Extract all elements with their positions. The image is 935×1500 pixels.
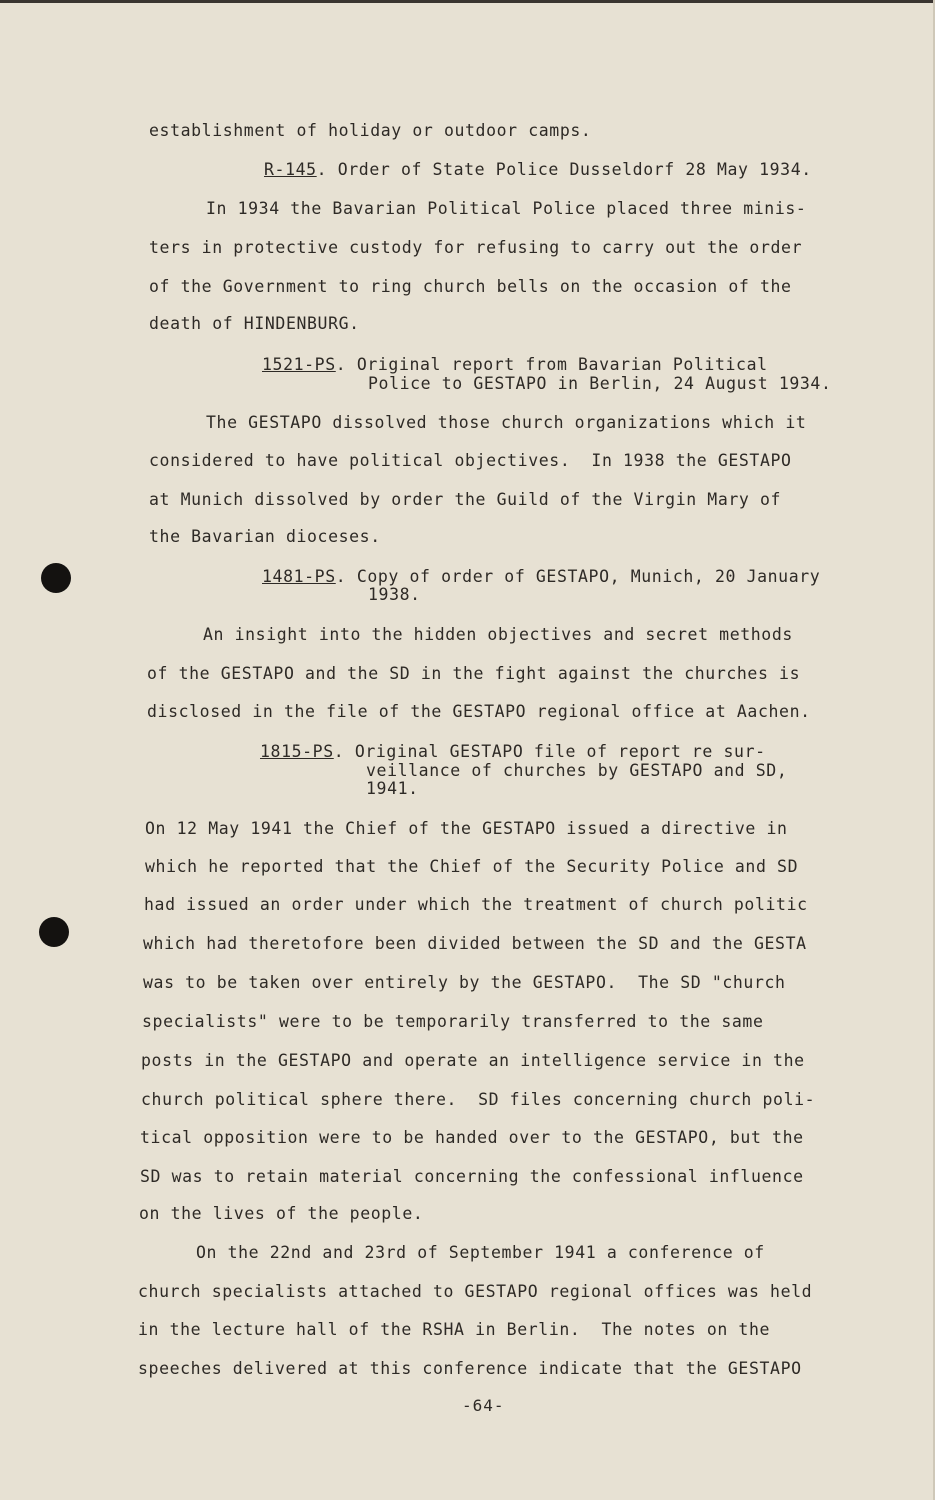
text-line: On 12 May 1941 the Chief of the GESTAPO issued a directive in <box>145 819 788 838</box>
text-line: which had theretofore been divided between the SD and the GESTA <box>143 934 807 953</box>
citation-text: . Original report from Bavarian Political <box>335 355 768 374</box>
text-line: In 1934 the Bavarian Political Police placed three minis- <box>206 199 807 218</box>
citation-id: 1521-PS <box>262 355 336 374</box>
text-line: speeches delivered at this conference indicate that the GESTAPO <box>138 1359 802 1378</box>
citation-continuation: Police to GESTAPO in Berlin, 24 August 1934. <box>368 374 832 393</box>
citation-continuation: 1941. <box>366 779 419 798</box>
citation-id: 1815-PS <box>260 742 334 761</box>
punch-hole-upper <box>41 563 71 593</box>
text-line: On the 22nd and 23rd of September 1941 a conference of <box>196 1243 765 1262</box>
text-line: church specialists attached to GESTAPO regional offices was held <box>138 1282 813 1301</box>
citation-continuation: veillance of churches by GESTAPO and SD, <box>366 761 788 780</box>
citation-text: . Order of State Police Dusseldorf 28 May 1934. <box>316 160 812 179</box>
text-line: An insight into the hidden objectives and secret methods <box>203 625 793 644</box>
citation-continuation: 1938. <box>368 585 421 604</box>
page-top-edge <box>0 0 935 3</box>
citation-id: R-145 <box>264 160 317 179</box>
text-line: establishment of holiday or outdoor camps. <box>149 121 592 140</box>
text-line: The GESTAPO dissolved those church organizations which it <box>206 413 807 432</box>
text-line: at Munich dissolved by order the Guild of the Virgin Mary of <box>149 490 782 509</box>
text-line: considered to have political objectives. In 1938 the GESTAPO <box>149 451 792 470</box>
text-line: the Bavarian dioceses. <box>149 527 381 546</box>
text-line: was to be taken over entirely by the GESTAPO. The SD "church <box>143 973 786 992</box>
citation-text: . Original GESTAPO file of report re sur- <box>333 742 766 761</box>
citation-1521-ps <box>262 355 768 375</box>
text-line: had issued an order under which the treatment of church politic <box>144 895 808 914</box>
citation-1815-ps <box>260 742 766 762</box>
text-line: ters in protective custody for refusing to carry out the order <box>149 238 803 257</box>
text-line: specialists" were to be temporarily transferred to the same <box>142 1012 764 1031</box>
text-line: church political sphere there. SD files concerning church poli- <box>141 1090 816 1109</box>
text-line: on the lives of the people. <box>139 1204 424 1223</box>
citation-r-145 <box>264 160 812 180</box>
text-line: of the GESTAPO and the SD in the fight against the churches is <box>147 664 801 683</box>
text-line: which he reported that the Chief of the Security Police and SD <box>145 857 799 876</box>
page-number: -64- <box>462 1396 505 1415</box>
text-line: death of HINDENBURG. <box>149 314 360 333</box>
text-line: disclosed in the file of the GESTAPO regional office at Aachen. <box>147 702 811 721</box>
citation-id: 1481-PS <box>262 567 336 586</box>
punch-hole-lower <box>39 917 69 947</box>
citation-1481-ps <box>262 567 820 587</box>
text-line: in the lecture hall of the RSHA in Berlin. The notes on the <box>138 1320 771 1339</box>
text-line: SD was to retain material concerning the confessional influence <box>140 1167 804 1186</box>
text-line: tical opposition were to be handed over to the GESTAPO, but the <box>140 1128 804 1147</box>
text-line: of the Government to ring church bells on the occasion of the <box>149 277 792 296</box>
citation-text: . Copy of order of GESTAPO, Munich, 20 January <box>335 567 821 586</box>
text-line: posts in the GESTAPO and operate an intelligence service in the <box>141 1051 805 1070</box>
